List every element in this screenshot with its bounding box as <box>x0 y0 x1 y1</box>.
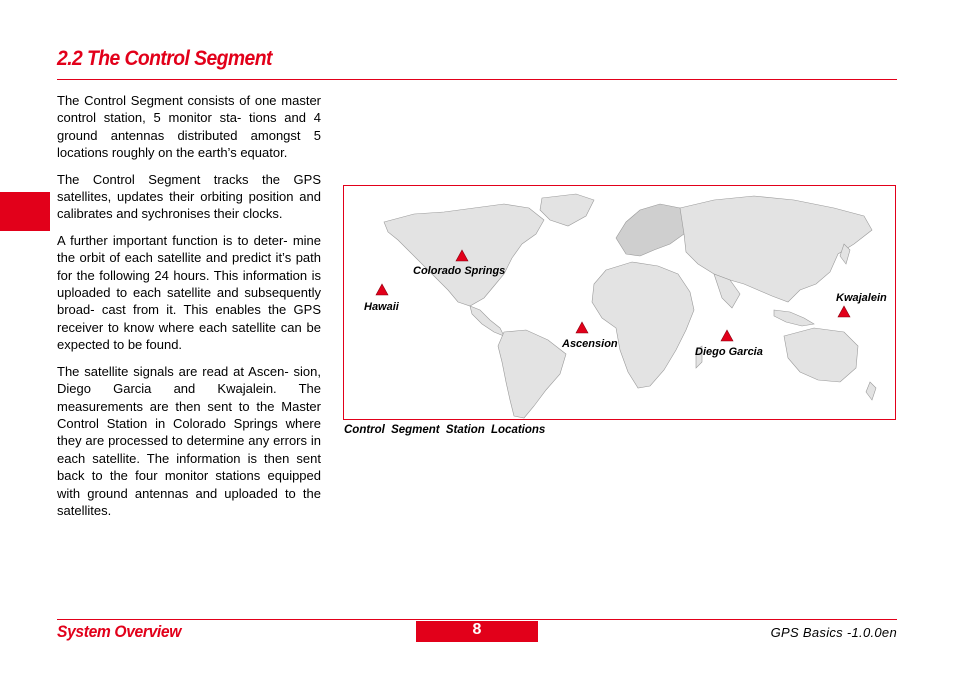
footer-section-title: System Overview <box>57 622 182 641</box>
africa-shape <box>592 262 694 388</box>
south-america-shape <box>498 330 566 418</box>
central-america-shape <box>470 306 504 336</box>
station-label-hawaii: Hawaii <box>364 301 399 313</box>
paragraph: The Control Segment tracks the GPS satellites, updates their orbiting position and calibrates and sychronises their clocks. <box>57 171 321 222</box>
station-label-diego-garcia: Diego Garcia <box>695 346 763 358</box>
page-title: 2.2 The Control Segment <box>57 47 272 70</box>
chapter-tab <box>0 192 50 231</box>
paragraph: A further important function is to deter- mine the orbit of each satellite and predict it’s path for the following 24 hours. This information is uploaded to each satellite and subsequently broad- cast from it. This enables the GPS receiver to know where each satellite can be expected to be found. <box>57 232 321 353</box>
header-rule <box>57 79 897 80</box>
greenland-shape <box>540 194 594 226</box>
station-label-kwajalein: Kwajalein <box>836 292 887 304</box>
new-zealand-shape <box>866 382 876 400</box>
footer-doc-id: GPS Basics -1.0.0en <box>770 625 897 640</box>
continents <box>384 194 876 418</box>
figure-caption: Control Segment Station Locations <box>344 424 546 436</box>
paragraph: The satellite signals are read at Ascen- sion, Diego Garcia and Kwajalein. The measurements are then sent to the Master Control Station in Colorado Springs where they are processed to determine any errors in each satellite. The information is then sent back to the four monitor stations equipped with ground antennas and uploaded to the satellites. <box>57 363 321 518</box>
triangle-marker-icon <box>376 284 388 295</box>
page-number: 8 <box>416 621 538 642</box>
body-text <box>57 92 321 528</box>
triangle-marker-icon <box>838 306 850 317</box>
world-map <box>344 186 896 420</box>
indonesia-shape <box>774 310 814 326</box>
paragraph: The Control Segment consists of one master control station, 5 monitor sta- tions and 4 ground antennas distributed amongst 5 locations roughly on the earth’s equator. <box>57 93 321 161</box>
station-label-ascension: Ascension <box>562 338 618 350</box>
triangle-marker-icon <box>576 322 588 333</box>
triangle-marker-icon <box>721 330 733 341</box>
station-label-colorado-springs: Colorado Springs <box>413 265 506 277</box>
footer-rule <box>57 619 897 620</box>
australia-shape <box>784 328 858 382</box>
europe-shape <box>616 204 688 256</box>
world-map-figure <box>343 185 896 420</box>
